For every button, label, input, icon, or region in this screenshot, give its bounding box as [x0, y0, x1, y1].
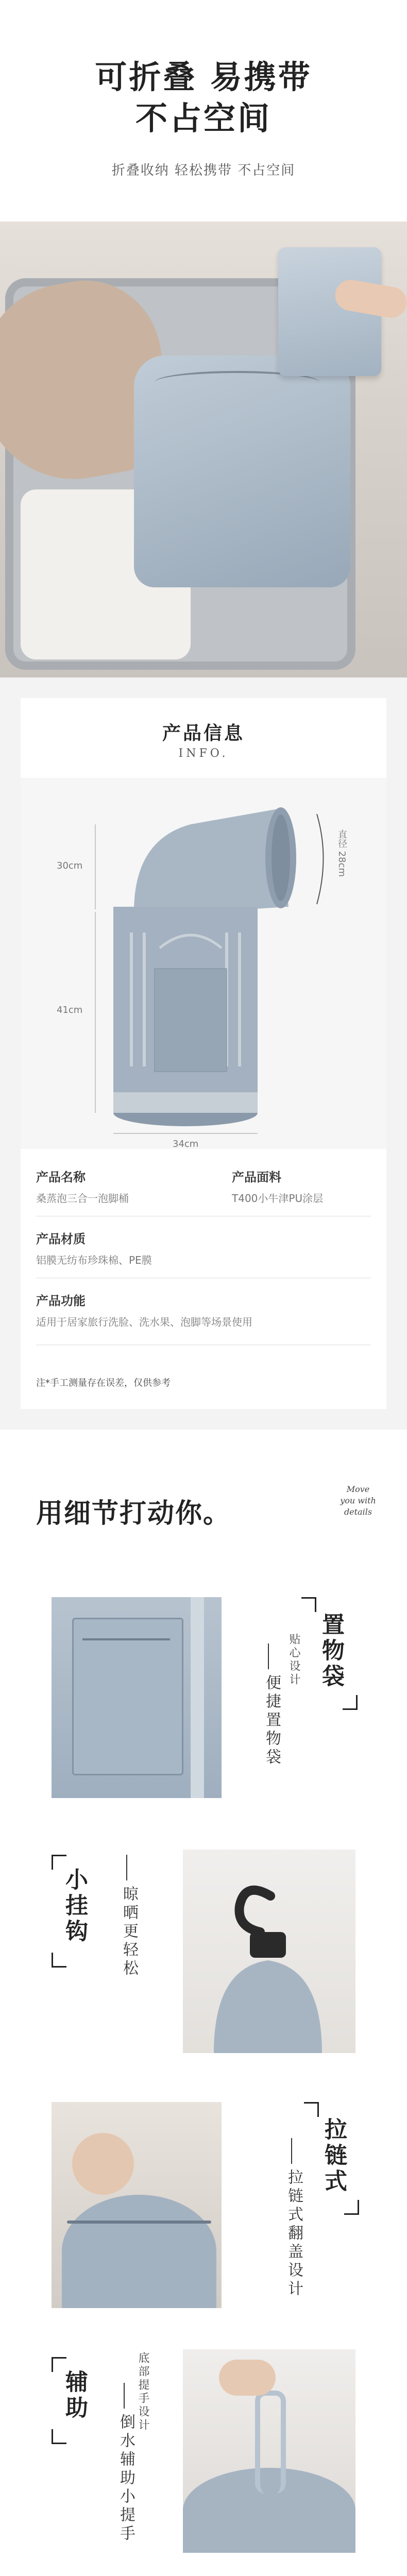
f2-title: 小挂钩: [61, 1868, 88, 1945]
details-en-line2: you with: [340, 1496, 376, 1505]
hook-photo: [183, 1850, 355, 2053]
spec-fabric-label: 产品面料: [232, 1170, 281, 1184]
f1-title: 置物袋: [318, 1613, 344, 1690]
f4-mid: 倒水辅助小提手: [117, 2414, 135, 2544]
f3-dash: [291, 2138, 292, 2164]
spec-fabric-value: T400小牛津PU涂层: [232, 1192, 324, 1205]
details-en-caption: [330, 1484, 386, 1518]
dim-height-top: 30cm: [57, 860, 83, 871]
info-subtitle: INFO.: [178, 747, 229, 760]
hero-title: [0, 57, 407, 139]
f4-small: 底部提手设计: [137, 2352, 149, 2432]
hero-photo-suitcase: [0, 222, 407, 677]
measurement-note: 注*手工测量存在误差，仅供参考: [36, 1378, 171, 1388]
details-en-line1: Move: [346, 1484, 370, 1494]
hands-image: [72, 2133, 134, 2195]
info-title: 产品信息: [162, 723, 245, 744]
f3-mid: 拉链式翻盖设计: [285, 2169, 303, 2299]
foot-bucket-illustration: [21, 778, 386, 1149]
dim-width: 34cm: [173, 1139, 199, 1149]
f3-bracket-bottom: [344, 2200, 359, 2215]
spec-function-label: 产品功能: [36, 1294, 86, 1308]
f1-bracket-bottom: [343, 1695, 358, 1710]
spec-name-value: 桑蒸泡三合一泡脚桶: [36, 1192, 129, 1205]
hero-subtitle: 折叠收纳 轻松携带 不占空间: [111, 163, 296, 178]
spec-name-label: 产品名称: [36, 1170, 86, 1184]
f1-small: 贴心设计: [287, 1633, 300, 1687]
dim-diameter: 直径 28cm: [336, 829, 347, 877]
zipper-line: [67, 2221, 211, 2224]
spec-function-value: 适用于居家旅行洗脸、洗水果、泡脚等场景使用: [36, 1316, 252, 1328]
hand-image: [219, 2360, 276, 2396]
f3-bracket-top: [304, 2102, 319, 2117]
hero-title-line1: 可折叠 易携带: [95, 58, 312, 96]
zipper-photo: [52, 2102, 222, 2308]
f4-title: 辅助: [61, 2370, 88, 2421]
f3-title: 拉链式: [320, 2117, 347, 2195]
details-en-line3: details: [344, 1507, 372, 1517]
f2-mid: 晾晒更轻松: [120, 1886, 138, 1978]
hero-title-line2: 不占空间: [135, 99, 272, 137]
f2-dash: [126, 1855, 127, 1880]
hook-icon: [183, 1850, 355, 2053]
dim-height-bottom: 41cm: [57, 1005, 83, 1015]
handle-loop: [255, 2391, 286, 2494]
pocket-strap: [191, 1597, 204, 1798]
zipper-bag-shape: [62, 2195, 216, 2308]
handle-photo: [183, 2349, 355, 2553]
pocket-shape: [72, 1618, 183, 1775]
product-diagram: [21, 778, 386, 1149]
details-title: 用细节打动你。: [36, 1498, 231, 1529]
f1-mid: 便捷置物袋: [263, 1674, 281, 1767]
f1-bracket-top: [301, 1597, 316, 1612]
spec-material-label: 产品材质: [36, 1232, 86, 1246]
f4-bracket-bottom: [52, 2429, 66, 2444]
f1-dash: [268, 1643, 269, 1669]
f4-dash: [124, 2383, 125, 2409]
pocket-photo: [52, 1597, 222, 1798]
f2-bracket-bottom: [52, 1953, 66, 1968]
spec-material-value: 铝膜无纺布珍珠棉、PE膜: [36, 1254, 152, 1266]
pocket-zipper: [82, 1638, 170, 1640]
